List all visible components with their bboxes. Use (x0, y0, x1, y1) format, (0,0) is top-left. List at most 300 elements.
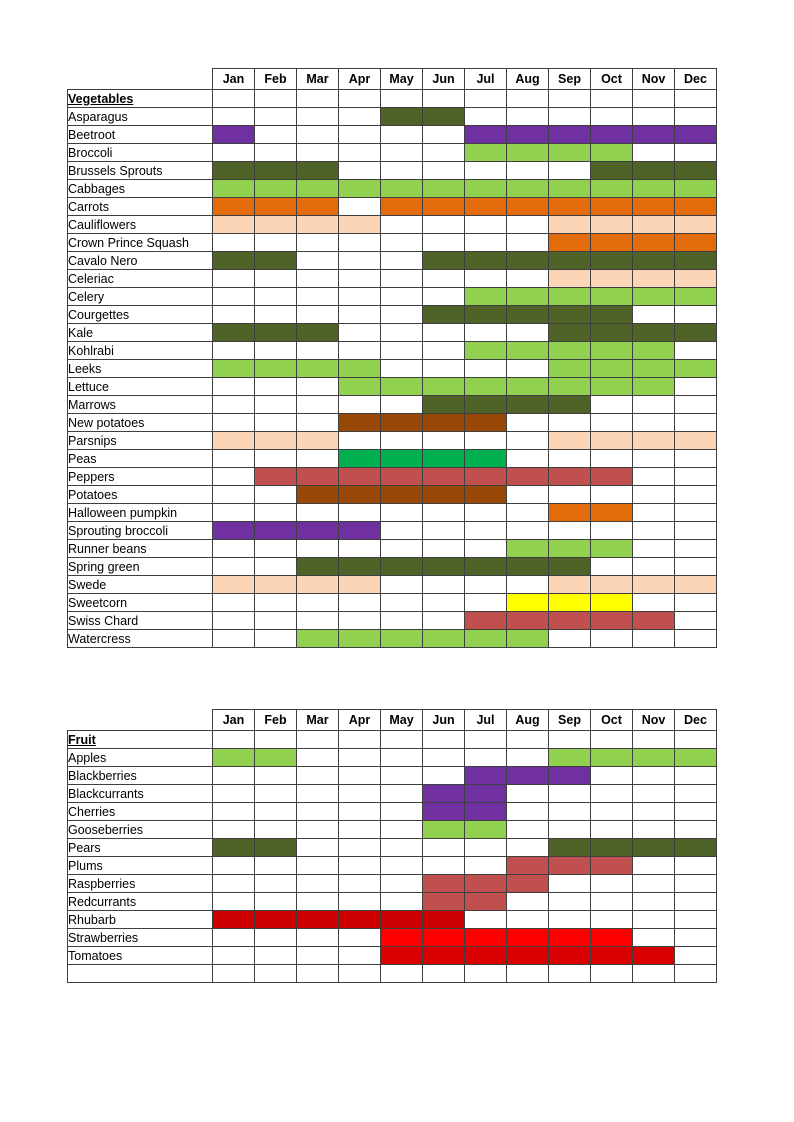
season-cell (381, 893, 423, 911)
season-cell (591, 767, 633, 785)
produce-row (68, 414, 717, 432)
season-cell (549, 893, 591, 911)
season-cell (549, 414, 591, 432)
season-cell (675, 252, 717, 270)
season-cell (549, 126, 591, 144)
produce-row (68, 432, 717, 450)
season-cell (549, 288, 591, 306)
season-cell (213, 749, 255, 767)
season-cell (339, 630, 381, 648)
season-cell (423, 875, 465, 893)
season-cell (339, 731, 381, 749)
season-cell (339, 612, 381, 630)
season-cell (549, 234, 591, 252)
season-cell (423, 839, 465, 857)
season-cell (213, 90, 255, 108)
vegetables-row-label: Lettuce (68, 378, 213, 396)
season-cell (297, 486, 339, 504)
season-cell (255, 144, 297, 162)
season-cell (213, 234, 255, 252)
produce-row (68, 252, 717, 270)
season-cell (633, 180, 675, 198)
season-cell (591, 839, 633, 857)
season-cell (213, 126, 255, 144)
season-cell (633, 803, 675, 821)
vegetables-row-label: Cauliflowers (68, 216, 213, 234)
produce-row (68, 288, 717, 306)
season-cell (381, 288, 423, 306)
fruit-month-header-dec: Dec (675, 710, 717, 731)
season-cell (213, 558, 255, 576)
season-cell (633, 342, 675, 360)
season-cell (507, 911, 549, 929)
produce-row (68, 630, 717, 648)
season-cell (297, 630, 339, 648)
vegetables-table-body (68, 90, 717, 648)
season-cell (339, 90, 381, 108)
season-cell (549, 594, 591, 612)
season-cell (255, 929, 297, 947)
season-cell (633, 108, 675, 126)
season-cell (297, 875, 339, 893)
season-cell (465, 893, 507, 911)
season-cell (507, 252, 549, 270)
season-cell (675, 522, 717, 540)
season-cell (633, 929, 675, 947)
season-cell (675, 270, 717, 288)
season-cell (591, 342, 633, 360)
season-cell (297, 288, 339, 306)
season-cell (381, 378, 423, 396)
fruit-month-header-nov: Nov (633, 710, 675, 731)
season-cell (381, 767, 423, 785)
season-cell (549, 857, 591, 875)
season-cell (633, 731, 675, 749)
produce-row (68, 821, 717, 839)
vegetables-month-header-row (68, 69, 717, 90)
season-cell (591, 821, 633, 839)
season-cell (675, 360, 717, 378)
season-cell (297, 216, 339, 234)
season-cell (549, 252, 591, 270)
season-cell (633, 198, 675, 216)
season-cell (423, 630, 465, 648)
season-cell (297, 180, 339, 198)
season-cell (297, 576, 339, 594)
season-cell (675, 857, 717, 875)
season-cell (465, 396, 507, 414)
season-cell (507, 875, 549, 893)
season-cell (465, 324, 507, 342)
fruit-row-label: Blackcurrants (68, 785, 213, 803)
vegetables-row-label: Courgettes (68, 306, 213, 324)
season-cell (507, 306, 549, 324)
season-cell (339, 252, 381, 270)
season-cell (591, 731, 633, 749)
vegetables-row-label: New potatoes (68, 414, 213, 432)
season-cell (213, 324, 255, 342)
fruit-row-label: Cherries (68, 803, 213, 821)
season-cell (591, 612, 633, 630)
season-cell (675, 504, 717, 522)
season-cell (255, 857, 297, 875)
season-cell (381, 216, 423, 234)
season-cell (423, 216, 465, 234)
vegetables-row-label: Leeks (68, 360, 213, 378)
season-cell (507, 893, 549, 911)
produce-row (68, 378, 717, 396)
produce-row (68, 965, 717, 983)
season-cell (423, 144, 465, 162)
vegetables-row-label: Kohlrabi (68, 342, 213, 360)
season-cell (591, 947, 633, 965)
vegetables-row-label: Cabbages (68, 180, 213, 198)
fruit-month-header-oct: Oct (591, 710, 633, 731)
season-cell (507, 965, 549, 983)
season-cell (507, 522, 549, 540)
season-cell (507, 594, 549, 612)
season-cell (549, 749, 591, 767)
season-cell (339, 450, 381, 468)
season-cell (339, 270, 381, 288)
season-cell (213, 731, 255, 749)
season-cell (423, 396, 465, 414)
season-cell (339, 378, 381, 396)
season-cell (213, 785, 255, 803)
season-cell (465, 576, 507, 594)
season-cell (381, 839, 423, 857)
season-cell (255, 324, 297, 342)
season-cell (549, 612, 591, 630)
season-cell (633, 432, 675, 450)
season-cell (507, 396, 549, 414)
produce-row (68, 216, 717, 234)
season-cell (423, 432, 465, 450)
season-cell (255, 965, 297, 983)
season-cell (213, 522, 255, 540)
season-cell (297, 821, 339, 839)
produce-row (68, 126, 717, 144)
season-cell (297, 108, 339, 126)
season-cell (549, 180, 591, 198)
produce-row (68, 540, 717, 558)
fruit-row-label: Pears (68, 839, 213, 857)
fruit-header-corner (68, 710, 213, 731)
season-cell (255, 594, 297, 612)
season-cell (297, 144, 339, 162)
season-cell (339, 911, 381, 929)
season-cell (255, 306, 297, 324)
season-cell (507, 731, 549, 749)
season-cell (549, 522, 591, 540)
season-cell (255, 522, 297, 540)
fruit-row-label: Apples (68, 749, 213, 767)
fruit-row-label: Blackberries (68, 767, 213, 785)
fruit-row-label: Rhubarb (68, 911, 213, 929)
season-cell (633, 630, 675, 648)
season-cell (213, 612, 255, 630)
produce-row (68, 929, 717, 947)
fruit-table-body (68, 731, 717, 983)
produce-row (68, 468, 717, 486)
season-cell (591, 360, 633, 378)
season-cell (675, 126, 717, 144)
fruit-row-label: Gooseberries (68, 821, 213, 839)
season-cell (633, 785, 675, 803)
season-cell (339, 360, 381, 378)
season-cell (423, 594, 465, 612)
vegetables-row-label: Sweetcorn (68, 594, 213, 612)
season-cell (297, 252, 339, 270)
season-cell (675, 450, 717, 468)
season-cell (591, 504, 633, 522)
season-cell (591, 162, 633, 180)
season-cell (675, 929, 717, 947)
season-cell (507, 414, 549, 432)
season-cell (255, 126, 297, 144)
season-cell (465, 749, 507, 767)
season-cell (255, 414, 297, 432)
season-cell (633, 504, 675, 522)
season-cell (339, 468, 381, 486)
season-cell (591, 270, 633, 288)
fruit-month-header-may: May (381, 710, 423, 731)
season-cell (339, 234, 381, 252)
season-cell (549, 965, 591, 983)
vegetables-row-label: Celery (68, 288, 213, 306)
vegetables-row-label: Carrots (68, 198, 213, 216)
season-cell (339, 180, 381, 198)
season-cell (297, 893, 339, 911)
season-cell (465, 234, 507, 252)
season-cell (213, 252, 255, 270)
season-cell (213, 216, 255, 234)
vegetables-row-label: Asparagus (68, 108, 213, 126)
season-cell (297, 803, 339, 821)
season-cell (255, 108, 297, 126)
season-cell (381, 486, 423, 504)
vegetables-row-label: Celeriac (68, 270, 213, 288)
vegetables-month-header-apr: Apr (339, 69, 381, 90)
season-cell (423, 306, 465, 324)
season-cell (297, 731, 339, 749)
season-cell (549, 911, 591, 929)
season-cell (465, 821, 507, 839)
season-cell (549, 198, 591, 216)
season-cell (297, 612, 339, 630)
season-cell (339, 875, 381, 893)
produce-row (68, 785, 717, 803)
season-cell (675, 785, 717, 803)
season-cell (339, 540, 381, 558)
season-cell (549, 558, 591, 576)
season-cell (213, 767, 255, 785)
season-cell (633, 216, 675, 234)
season-cell (507, 504, 549, 522)
season-cell (339, 839, 381, 857)
season-cell (507, 162, 549, 180)
season-cell (675, 90, 717, 108)
season-cell (675, 414, 717, 432)
season-cell (633, 90, 675, 108)
season-cell (213, 342, 255, 360)
season-cell (339, 144, 381, 162)
season-cell (465, 839, 507, 857)
season-cell (633, 360, 675, 378)
season-cell (591, 965, 633, 983)
season-cell (255, 162, 297, 180)
produce-row (68, 558, 717, 576)
season-cell (423, 911, 465, 929)
season-cell (465, 630, 507, 648)
season-cell (381, 126, 423, 144)
season-cell (507, 144, 549, 162)
season-cell (465, 252, 507, 270)
season-cell (507, 630, 549, 648)
season-cell (633, 414, 675, 432)
season-cell (381, 965, 423, 983)
season-cell (507, 432, 549, 450)
season-cell (381, 929, 423, 947)
season-cell (633, 594, 675, 612)
season-cell (675, 306, 717, 324)
season-cell (255, 198, 297, 216)
season-cell (591, 144, 633, 162)
season-cell (675, 396, 717, 414)
vegetables-month-header-sep: Sep (549, 69, 591, 90)
season-cell (297, 450, 339, 468)
season-cell (507, 785, 549, 803)
season-cell (549, 630, 591, 648)
season-cell (381, 360, 423, 378)
season-cell (549, 306, 591, 324)
season-cell (675, 558, 717, 576)
season-cell (675, 216, 717, 234)
season-cell (297, 162, 339, 180)
season-cell (507, 216, 549, 234)
season-cell (339, 306, 381, 324)
season-cell (633, 839, 675, 857)
season-cell (633, 252, 675, 270)
season-cell (213, 144, 255, 162)
season-cell (423, 785, 465, 803)
fruit-month-header-aug: Aug (507, 710, 549, 731)
vegetables-row-label: Potatoes (68, 486, 213, 504)
season-cell (381, 731, 423, 749)
season-cell (423, 767, 465, 785)
season-cell (297, 857, 339, 875)
season-cell (297, 396, 339, 414)
season-cell (549, 731, 591, 749)
season-cell (591, 576, 633, 594)
season-cell (675, 803, 717, 821)
season-cell (423, 965, 465, 983)
vegetables-header-corner (68, 69, 213, 90)
season-cell (549, 504, 591, 522)
produce-row (68, 342, 717, 360)
vegetables-calendar-table (67, 68, 717, 648)
season-cell (591, 396, 633, 414)
season-cell (381, 857, 423, 875)
season-cell (675, 144, 717, 162)
season-cell (381, 803, 423, 821)
season-cell (213, 540, 255, 558)
season-cell (213, 198, 255, 216)
season-cell (255, 288, 297, 306)
produce-row (68, 180, 717, 198)
season-cell (633, 558, 675, 576)
season-cell (423, 893, 465, 911)
season-cell (423, 731, 465, 749)
season-cell (213, 180, 255, 198)
season-cell (549, 929, 591, 947)
vegetables-row-label: Halloween pumpkin (68, 504, 213, 522)
season-cell (255, 785, 297, 803)
season-cell (297, 540, 339, 558)
season-cell (423, 108, 465, 126)
season-cell (507, 468, 549, 486)
season-cell (591, 911, 633, 929)
season-cell (213, 821, 255, 839)
season-cell (549, 785, 591, 803)
season-cell (423, 270, 465, 288)
season-cell (633, 270, 675, 288)
season-cell (423, 486, 465, 504)
season-cell (213, 857, 255, 875)
produce-row (68, 144, 717, 162)
season-cell (507, 749, 549, 767)
season-cell (381, 821, 423, 839)
season-cell (339, 803, 381, 821)
vegetables-month-header-mar: Mar (297, 69, 339, 90)
vegetables-month-header-may: May (381, 69, 423, 90)
season-cell (339, 342, 381, 360)
season-cell (255, 875, 297, 893)
season-cell (465, 450, 507, 468)
season-cell (423, 342, 465, 360)
season-cell (549, 839, 591, 857)
season-cell (675, 540, 717, 558)
season-cell (549, 576, 591, 594)
season-cell (591, 558, 633, 576)
season-cell (339, 504, 381, 522)
season-cell (213, 432, 255, 450)
season-cell (255, 749, 297, 767)
season-cell (213, 414, 255, 432)
season-cell (633, 468, 675, 486)
season-cell (675, 821, 717, 839)
season-cell (591, 929, 633, 947)
season-cell (339, 749, 381, 767)
vegetables-row-label: Cavalo Nero (68, 252, 213, 270)
season-cell (423, 504, 465, 522)
season-cell (465, 360, 507, 378)
season-cell (591, 378, 633, 396)
season-cell (591, 432, 633, 450)
season-cell (507, 90, 549, 108)
season-cell (465, 306, 507, 324)
season-cell (423, 857, 465, 875)
season-cell (465, 486, 507, 504)
season-cell (591, 749, 633, 767)
season-cell (591, 893, 633, 911)
season-cell (255, 360, 297, 378)
fruit-row-label: Plums (68, 857, 213, 875)
season-cell (255, 180, 297, 198)
season-cell (675, 893, 717, 911)
season-cell (213, 396, 255, 414)
season-cell (465, 144, 507, 162)
